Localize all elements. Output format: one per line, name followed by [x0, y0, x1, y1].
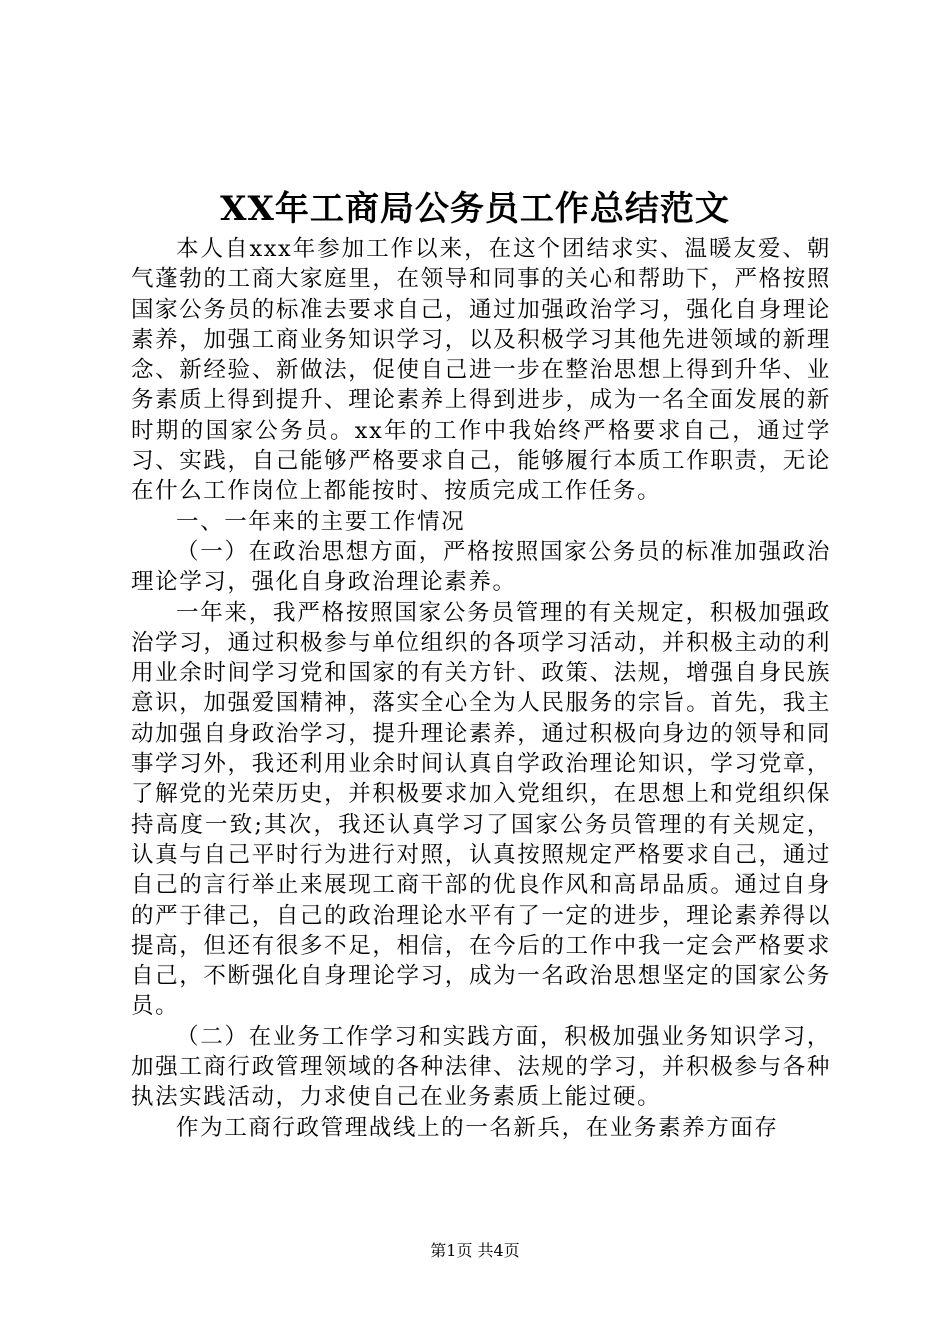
section-heading-main-work: 一、一年来的主要工作情况: [176, 508, 466, 535]
paragraph-business-start: 作为工商行政管理战线上的一名新兵，在业务素养方面存: [176, 1114, 779, 1141]
subsection-heading-business: （二）在业务工作学习和实践方面，积极加强业务知识学习，加强工商行政管理领域的各种法律、法规的学习，并积极参与各种执法实践活动，力求使自己在业务素质上能过硬。: [131, 1023, 831, 1111]
document-title: XX年工商局公务员工作总结范文: [220, 189, 730, 229]
subsection-heading-political: （一）在政治思想方面，严格按照国家公务员的标准加强政治理论学习，强化自身政治理论素养。: [131, 538, 831, 596]
paragraph-intro: 本人自xxx年参加工作以来，在这个团结求实、温暖友爱、朝气蓬勃的工商大家庭里，在领导和同事的关心和帮助下，严格按照国家公务员的标准去要求自己，通过加强政治学习，强化自身理论素养，加强工商业务知识学习，以及积极学习其他先进领域的新理念、新经验、新做法，促使自己进一步在整治思想上得到升华、业务素质上得到提升、理论素养上得到进步，成为一名全面发展的新时期的国家公务员。xx年的工作中我始终严格要求自己，通过学习、实践，自己能够严格要求自己，能够履行本质工作职责，无论在什么工作岗位上都能按时、按质完成工作任务。: [131, 236, 831, 505]
document-body: [131, 234, 831, 1143]
paragraph-political-study: 一年来，我严格按照国家公务员管理的有关规定，积极加强政治学习，通过积极参与单位组织的各项学习活动，并积极主动的利用业余时间学习党和国家的有关方针、政策、法规，增强自身民族意识，加强爱国精神，落实全心全为人民服务的宗旨。首先，我主动加强自身政治学习，提升理论素养，通过积极向身边的领导和同事学习外，我还利用业余时间认真自学政治理论知识，学习党章，了解党的光荣历史，并积极要求加入党组织，在思想上和党组织保持高度一致;其次，我还认真学习了国家公务员管理的有关规定，认真与自己平时行为进行对照，认真按照规定严格要求自己，通过自己的言行举止来展现工商干部的优良作风和高昂品质。通过自身的严于律己，自己的政治理论水平有了一定的进步，理论素养得以提高，但还有很多不足，相信，在今后的工作中我一定会严格要求自己，不断强化自身理论学习，成为一名政治思想坚定的国家公务员。: [131, 599, 831, 1020]
page-footer: 第1页 共4页: [430, 1241, 520, 1260]
